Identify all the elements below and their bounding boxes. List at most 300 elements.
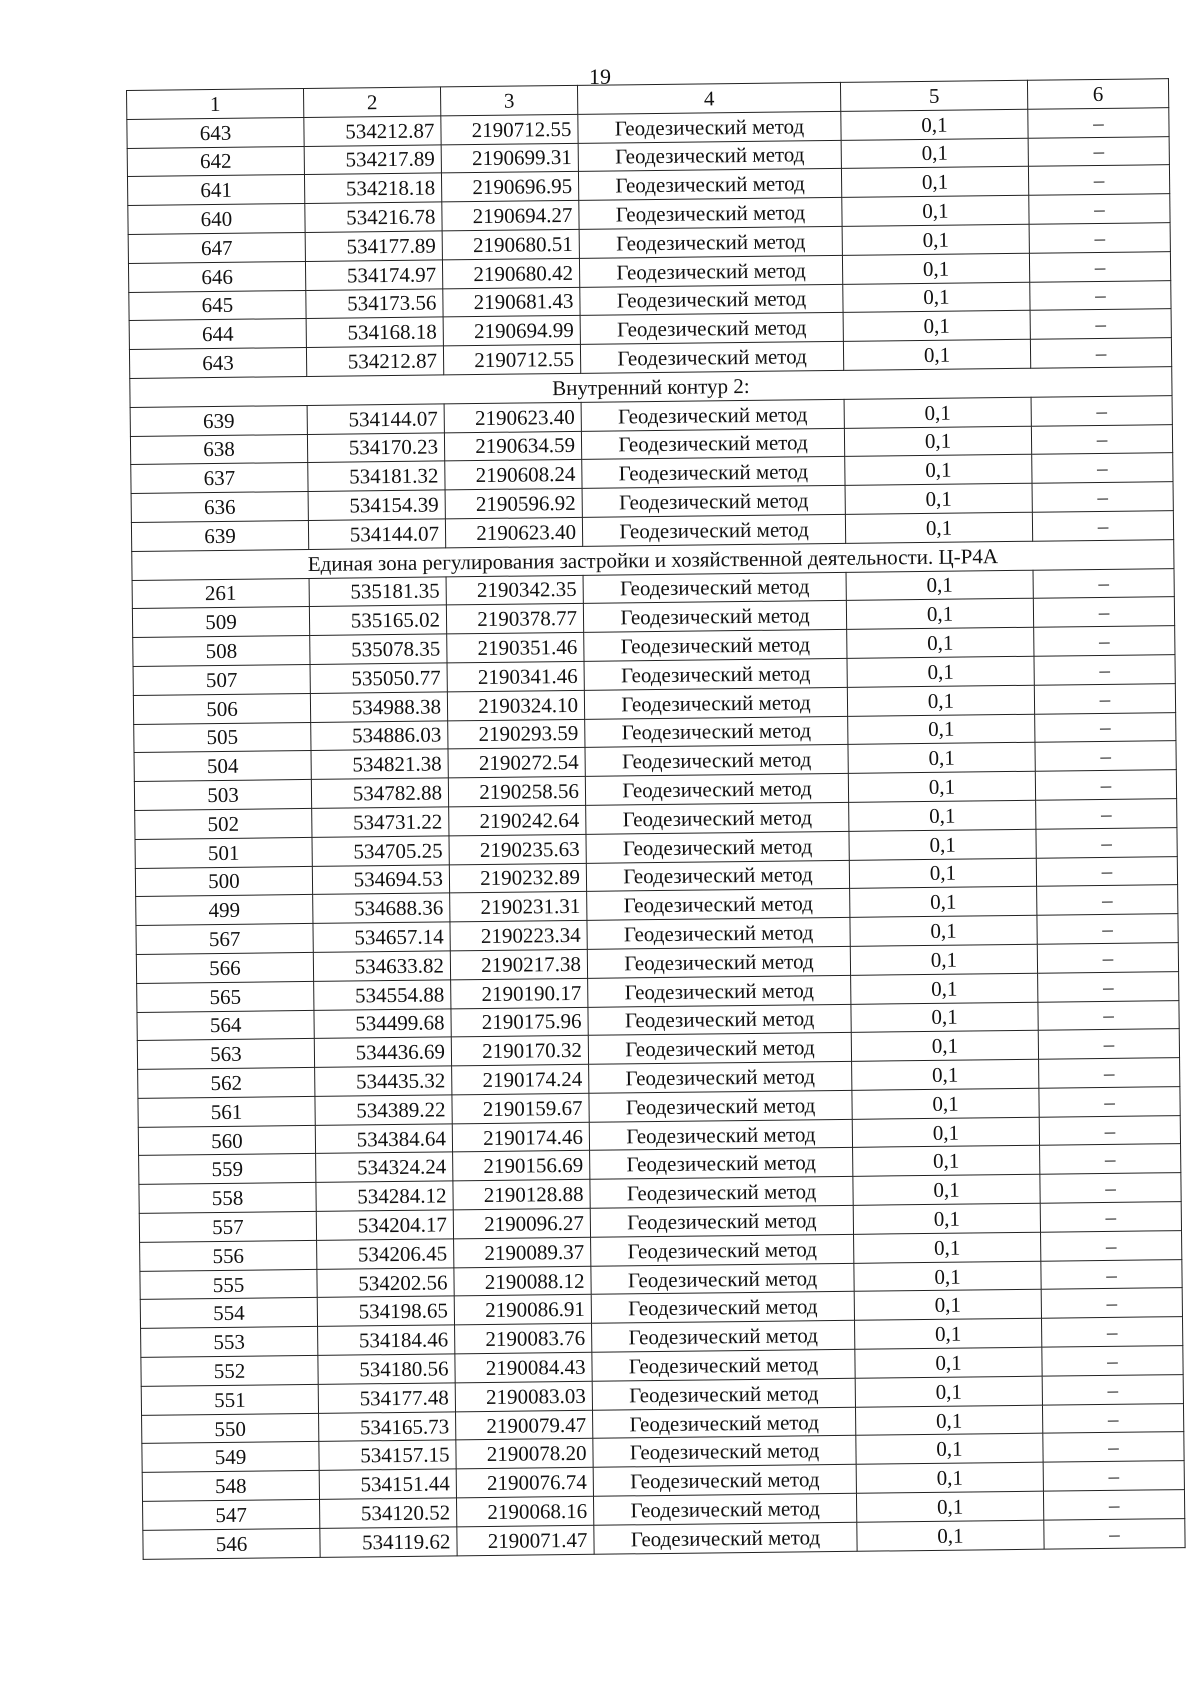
point-number-cell: 500 (135, 866, 312, 897)
x-coordinate-cell: 534782.88 (311, 778, 448, 808)
accuracy-cell: 0,1 (843, 311, 1030, 342)
note-cell: – (1039, 1086, 1180, 1116)
y-coordinate-cell: 2190341.46 (447, 661, 584, 691)
accuracy-cell: 0,1 (855, 1376, 1042, 1407)
method-cell: Геодезический метод (586, 802, 849, 834)
table-body (127, 107, 1185, 1559)
method-cell: Геодезический метод (592, 1349, 855, 1381)
note-cell: – (1035, 712, 1176, 742)
x-coordinate-cell: 534181.32 (308, 461, 445, 491)
accuracy-cell: 0,1 (842, 195, 1029, 226)
method-cell: Геодезический метод (578, 140, 841, 172)
note-cell: – (1032, 482, 1173, 512)
note-cell: – (1038, 971, 1179, 1001)
accuracy-cell: 0,1 (849, 800, 1036, 831)
y-coordinate-cell: 2190232.89 (449, 863, 586, 893)
method-cell: Геодезический метод (578, 169, 841, 201)
method-cell: Геодезический метод (582, 514, 845, 546)
accuracy-cell: 0,1 (854, 1232, 1041, 1263)
note-cell: – (1038, 1000, 1179, 1030)
x-coordinate-cell: 534184.46 (318, 1325, 455, 1355)
y-coordinate-cell: 2190696.95 (441, 172, 578, 202)
column-header-3: 3 (440, 85, 577, 115)
note-cell: – (1040, 1144, 1181, 1174)
accuracy-cell: 0,1 (855, 1347, 1042, 1378)
note-cell: – (1031, 395, 1172, 425)
accuracy-cell: 0,1 (853, 1146, 1040, 1177)
point-number-cell: 505 (134, 722, 311, 753)
point-number-cell: 640 (128, 204, 305, 235)
point-number-cell: 261 (132, 578, 309, 609)
y-coordinate-cell: 2190175.96 (451, 1007, 588, 1037)
y-coordinate-cell: 2190712.55 (441, 114, 578, 144)
note-cell: – (1042, 1403, 1183, 1433)
method-cell: Геодезический метод (579, 226, 842, 258)
x-coordinate-cell: 534435.32 (315, 1066, 452, 1096)
method-cell: Геодезический метод (580, 284, 843, 316)
accuracy-cell: 0,1 (850, 915, 1037, 946)
accuracy-cell: 0,1 (854, 1261, 1041, 1292)
method-cell: Геодезический метод (579, 198, 842, 230)
point-number-cell: 502 (135, 808, 312, 839)
accuracy-cell: 0,1 (844, 397, 1031, 428)
note-cell: – (1029, 194, 1170, 224)
x-coordinate-cell: 534177.89 (305, 231, 442, 261)
accuracy-cell: 0,1 (855, 1405, 1042, 1436)
x-coordinate-cell: 534389.22 (315, 1095, 452, 1125)
point-number-cell: 499 (136, 895, 313, 926)
method-cell: Геодезический метод (582, 457, 845, 489)
y-coordinate-cell: 2190351.46 (447, 632, 584, 662)
y-coordinate-cell: 2190378.77 (446, 604, 583, 634)
point-number-cell: 552 (141, 1355, 318, 1386)
accuracy-cell: 0,1 (848, 714, 1035, 745)
note-cell: – (1039, 1115, 1180, 1145)
y-coordinate-cell: 2190078.20 (456, 1439, 593, 1469)
accuracy-cell: 0,1 (841, 167, 1028, 198)
y-coordinate-cell: 2190190.17 (451, 978, 588, 1008)
point-number-cell: 647 (128, 232, 305, 263)
y-coordinate-cell: 2190086.91 (454, 1295, 591, 1325)
point-number-cell: 501 (135, 837, 312, 868)
y-coordinate-cell: 2190235.63 (449, 834, 586, 864)
x-coordinate-cell: 534119.62 (320, 1527, 457, 1557)
y-coordinate-cell: 2190699.31 (441, 143, 578, 173)
note-cell: – (1034, 683, 1175, 713)
y-coordinate-cell: 2190156.69 (453, 1151, 590, 1181)
point-number-cell: 548 (142, 1471, 319, 1502)
y-coordinate-cell: 2190079.47 (456, 1410, 593, 1440)
x-coordinate-cell: 534499.68 (314, 1008, 451, 1038)
method-cell: Геодезический метод (589, 1061, 852, 1093)
note-cell: – (1028, 165, 1169, 195)
y-coordinate-cell: 2190242.64 (449, 805, 586, 835)
method-cell: Геодезический метод (589, 1119, 852, 1151)
y-coordinate-cell: 2190694.27 (442, 201, 579, 231)
y-coordinate-cell: 2190083.03 (455, 1381, 592, 1411)
x-coordinate-cell: 534180.56 (318, 1354, 455, 1384)
note-cell: – (1032, 453, 1173, 483)
note-cell: – (1042, 1374, 1183, 1404)
accuracy-cell: 0,1 (855, 1318, 1042, 1349)
note-cell: – (1033, 597, 1174, 627)
y-coordinate-cell: 2190159.67 (452, 1093, 589, 1123)
x-coordinate-cell: 535050.77 (310, 663, 447, 693)
method-cell: Геодезический метод (592, 1321, 855, 1353)
note-cell: – (1039, 1058, 1180, 1088)
note-cell: – (1030, 280, 1171, 310)
point-number-cell: 639 (131, 520, 308, 551)
note-cell: – (1034, 655, 1175, 685)
note-cell: – (1043, 1490, 1184, 1520)
accuracy-cell: 0,1 (841, 138, 1028, 169)
method-cell: Геодезический метод (585, 745, 848, 777)
x-coordinate-cell: 535078.35 (310, 634, 447, 664)
x-coordinate-cell: 534886.03 (311, 720, 448, 750)
point-number-cell: 565 (137, 981, 314, 1012)
method-cell: Геодезический метод (585, 716, 848, 748)
note-cell: – (1032, 511, 1173, 541)
x-coordinate-cell: 534198.65 (317, 1296, 454, 1326)
section-title: Внутренний контур 2: (130, 367, 1172, 408)
x-coordinate-cell: 534170.23 (307, 432, 444, 462)
accuracy-cell: 0,1 (852, 1088, 1039, 1119)
point-number-cell: 646 (128, 261, 305, 292)
accuracy-cell: 0,1 (854, 1290, 1041, 1321)
x-coordinate-cell: 534165.73 (319, 1412, 456, 1442)
point-number-cell: 557 (139, 1211, 316, 1242)
x-coordinate-cell: 534212.87 (306, 346, 443, 376)
accuracy-cell: 0,1 (847, 656, 1034, 687)
point-number-cell: 506 (133, 693, 310, 724)
accuracy-cell: 0,1 (841, 109, 1028, 140)
y-coordinate-cell: 2190608.24 (445, 460, 582, 490)
method-cell: Геодезический метод (581, 428, 844, 460)
note-cell: – (1028, 107, 1169, 137)
note-cell: – (1037, 943, 1178, 973)
method-cell: Геодезический метод (590, 1177, 853, 1209)
point-number-cell: 503 (134, 780, 311, 811)
x-coordinate-cell: 534174.97 (305, 260, 442, 290)
page-number: 19 (589, 64, 611, 89)
accuracy-cell: 0,1 (853, 1174, 1040, 1205)
x-coordinate-cell: 534633.82 (313, 951, 450, 981)
method-cell: Геодезический метод (593, 1465, 856, 1497)
x-coordinate-cell: 534384.64 (315, 1124, 452, 1154)
x-coordinate-cell: 534657.14 (313, 922, 450, 952)
point-number-cell: 559 (139, 1154, 316, 1185)
x-coordinate-cell: 534218.18 (304, 173, 441, 203)
point-number-cell: 558 (139, 1183, 316, 1214)
point-number-cell: 561 (138, 1096, 315, 1127)
x-coordinate-cell: 534731.22 (312, 807, 449, 837)
note-cell: – (1041, 1230, 1182, 1260)
accuracy-cell: 0,1 (848, 743, 1035, 774)
method-cell: Геодезический метод (590, 1205, 853, 1237)
accuracy-cell: 0,1 (856, 1491, 1043, 1522)
point-number-cell: 555 (140, 1269, 317, 1300)
y-coordinate-cell: 2190680.42 (442, 258, 579, 288)
note-cell: – (1037, 914, 1178, 944)
y-coordinate-cell: 2190128.88 (453, 1180, 590, 1210)
coordinates-table-wrapper (126, 78, 1179, 1559)
method-cell: Геодезический метод (594, 1522, 857, 1554)
note-cell: – (1041, 1259, 1182, 1289)
x-coordinate-cell: 535165.02 (309, 605, 446, 635)
method-cell: Геодезический метод (591, 1263, 854, 1295)
accuracy-cell: 0,1 (851, 1002, 1038, 1033)
note-cell: – (1033, 568, 1174, 598)
note-cell: – (1040, 1202, 1181, 1232)
accuracy-cell: 0,1 (856, 1462, 1043, 1493)
method-cell: Геодезический метод (589, 1090, 852, 1122)
point-number-cell: 549 (142, 1442, 319, 1473)
y-coordinate-cell: 2190084.43 (455, 1352, 592, 1382)
note-cell: – (1037, 885, 1178, 915)
y-coordinate-cell: 2190089.37 (454, 1237, 591, 1267)
x-coordinate-cell: 534217.89 (304, 145, 441, 175)
note-cell: – (1030, 309, 1171, 339)
note-cell: – (1035, 770, 1176, 800)
point-number-cell: 564 (137, 1010, 314, 1041)
y-coordinate-cell: 2190681.43 (443, 287, 580, 317)
note-cell: – (1042, 1346, 1183, 1376)
note-cell: – (1043, 1461, 1184, 1491)
point-number-cell: 636 (131, 492, 308, 523)
method-cell: Геодезический метод (584, 687, 847, 719)
note-cell: – (1029, 223, 1170, 253)
x-coordinate-cell: 534144.07 (307, 404, 444, 434)
method-cell: Геодезический метод (580, 313, 843, 345)
accuracy-cell: 0,1 (850, 944, 1037, 975)
point-number-cell: 642 (127, 146, 304, 177)
note-cell: – (1031, 424, 1172, 454)
y-coordinate-cell: 2190088.12 (454, 1266, 591, 1296)
y-coordinate-cell: 2190170.32 (451, 1036, 588, 1066)
note-cell: – (1036, 799, 1177, 829)
accuracy-cell: 0,1 (853, 1203, 1040, 1234)
method-cell: Геодезический метод (586, 860, 849, 892)
y-coordinate-cell: 2190596.92 (445, 489, 582, 519)
note-cell: – (1028, 136, 1169, 166)
note-cell: – (1034, 626, 1175, 656)
point-number-cell: 507 (133, 664, 310, 695)
note-cell: – (1030, 338, 1171, 368)
method-cell: Геодезический метод (588, 1004, 851, 1036)
method-cell: Геодезический метод (578, 111, 841, 143)
point-number-cell: 550 (142, 1413, 319, 1444)
point-number-cell: 638 (130, 434, 307, 465)
y-coordinate-cell: 2190174.24 (452, 1064, 589, 1094)
y-coordinate-cell: 2190272.54 (448, 748, 585, 778)
y-coordinate-cell: 2190324.10 (447, 690, 584, 720)
accuracy-cell: 0,1 (851, 973, 1038, 1004)
x-coordinate-cell: 534173.56 (306, 288, 443, 318)
accuracy-cell: 0,1 (843, 282, 1030, 313)
method-cell: Геодезический метод (592, 1378, 855, 1410)
accuracy-cell: 0,1 (849, 829, 1036, 860)
y-coordinate-cell: 2190623.40 (445, 517, 582, 547)
section-title: Единая зона регулирования застройки и хозяйственной деятельности. Ц-Р4А (132, 539, 1174, 580)
point-number-cell: 509 (132, 607, 309, 638)
column-header-5: 5 (840, 80, 1027, 111)
method-cell: Геодезический метод (585, 773, 848, 805)
x-coordinate-cell: 534154.39 (308, 490, 445, 520)
method-cell: Геодезический метод (593, 1493, 856, 1525)
column-header-2: 2 (303, 87, 440, 117)
method-cell: Геодезический метод (586, 831, 849, 863)
method-cell: Геодезический метод (583, 601, 846, 633)
point-number-cell: 551 (141, 1384, 318, 1415)
y-coordinate-cell: 2190083.76 (455, 1324, 592, 1354)
x-coordinate-cell: 534216.78 (305, 202, 442, 232)
note-cell: – (1041, 1317, 1182, 1347)
note-cell: – (1043, 1432, 1184, 1462)
point-number-cell: 567 (136, 924, 313, 955)
accuracy-cell: 0,1 (842, 224, 1029, 255)
x-coordinate-cell: 534206.45 (317, 1239, 454, 1269)
x-coordinate-cell: 534204.17 (316, 1210, 453, 1240)
x-coordinate-cell: 534988.38 (310, 692, 447, 722)
point-number-cell: 556 (140, 1240, 317, 1271)
accuracy-cell: 0,1 (844, 426, 1031, 457)
y-coordinate-cell: 2190694.99 (443, 316, 580, 346)
x-coordinate-cell: 534202.56 (317, 1268, 454, 1298)
point-number-cell: 553 (141, 1327, 318, 1358)
x-coordinate-cell: 534284.12 (316, 1181, 453, 1211)
accuracy-cell: 0,1 (851, 1031, 1038, 1062)
y-coordinate-cell: 2190342.35 (446, 575, 583, 605)
y-coordinate-cell: 2190068.16 (456, 1496, 593, 1526)
y-coordinate-cell: 2190258.56 (448, 776, 585, 806)
y-coordinate-cell: 2190223.34 (450, 920, 587, 950)
accuracy-cell: 0,1 (846, 570, 1033, 601)
x-coordinate-cell: 534554.88 (314, 980, 451, 1010)
point-number-cell: 639 (130, 405, 307, 436)
y-coordinate-cell: 2190231.31 (450, 892, 587, 922)
x-coordinate-cell: 534151.44 (319, 1469, 456, 1499)
accuracy-cell: 0,1 (847, 685, 1034, 716)
y-coordinate-cell: 2190174.46 (452, 1122, 589, 1152)
accuracy-cell: 0,1 (856, 1434, 1043, 1465)
method-cell: Геодезический метод (590, 1148, 853, 1180)
point-number-cell: 508 (133, 636, 310, 667)
x-coordinate-cell: 534821.38 (311, 749, 448, 779)
x-coordinate-cell: 534694.53 (312, 864, 449, 894)
accuracy-cell: 0,1 (850, 887, 1037, 918)
coordinates-table (126, 78, 1186, 1559)
point-number-cell: 504 (134, 751, 311, 782)
point-number-cell: 546 (143, 1528, 320, 1559)
y-coordinate-cell: 2190293.59 (448, 719, 585, 749)
x-coordinate-cell: 534705.25 (312, 836, 449, 866)
x-coordinate-cell: 534436.69 (314, 1037, 451, 1067)
column-header-6: 6 (1027, 79, 1168, 109)
column-header-4: 4 (577, 82, 840, 114)
method-cell: Геодезический метод (588, 1033, 851, 1065)
accuracy-cell: 0,1 (849, 858, 1036, 889)
note-cell: – (1044, 1518, 1185, 1548)
y-coordinate-cell: 2190217.38 (450, 949, 587, 979)
accuracy-cell: 0,1 (842, 253, 1029, 284)
x-coordinate-cell: 534157.15 (319, 1440, 456, 1470)
point-number-cell: 554 (140, 1298, 317, 1329)
x-coordinate-cell: 534324.24 (316, 1152, 453, 1182)
point-number-cell: 547 (143, 1499, 320, 1530)
x-coordinate-cell: 534177.48 (318, 1383, 455, 1413)
method-cell: Геодезический метод (591, 1292, 854, 1324)
y-coordinate-cell: 2190712.55 (443, 345, 580, 375)
column-header-1: 1 (127, 88, 304, 119)
note-cell: – (1036, 827, 1177, 857)
accuracy-cell: 0,1 (843, 339, 1030, 370)
point-number-cell: 643 (127, 117, 304, 148)
accuracy-cell: 0,1 (845, 455, 1032, 486)
accuracy-cell: 0,1 (846, 599, 1033, 630)
note-cell: – (1038, 1029, 1179, 1059)
accuracy-cell: 0,1 (845, 512, 1032, 543)
y-coordinate-cell: 2190634.59 (444, 431, 581, 461)
method-cell: Геодезический метод (593, 1407, 856, 1439)
accuracy-cell: 0,1 (848, 771, 1035, 802)
method-cell: Геодезический метод (583, 572, 846, 604)
y-coordinate-cell: 2190096.27 (453, 1208, 590, 1238)
accuracy-cell: 0,1 (852, 1117, 1039, 1148)
y-coordinate-cell: 2190680.51 (442, 229, 579, 259)
point-number-cell: 645 (129, 290, 306, 321)
x-coordinate-cell: 534688.36 (313, 893, 450, 923)
x-coordinate-cell: 534212.87 (304, 116, 441, 146)
method-cell: Геодезический метод (588, 975, 851, 1007)
y-coordinate-cell: 2190071.47 (457, 1525, 594, 1555)
method-cell: Геодезический метод (581, 399, 844, 431)
method-cell: Геодезический метод (591, 1234, 854, 1266)
point-number-cell: 562 (138, 1068, 315, 1099)
point-number-cell: 563 (137, 1039, 314, 1070)
note-cell: – (1041, 1288, 1182, 1318)
method-cell: Геодезический метод (584, 658, 847, 690)
note-cell: – (1035, 741, 1176, 771)
point-number-cell: 566 (136, 952, 313, 983)
method-cell: Геодезический метод (587, 946, 850, 978)
method-cell: Геодезический метод (593, 1436, 856, 1468)
accuracy-cell: 0,1 (845, 483, 1032, 514)
method-cell: Геодезический метод (587, 889, 850, 921)
note-cell: – (1040, 1173, 1181, 1203)
note-cell: – (1029, 251, 1170, 281)
x-coordinate-cell: 534168.18 (306, 317, 443, 347)
x-coordinate-cell: 534120.52 (320, 1498, 457, 1528)
point-number-cell: 644 (129, 319, 306, 350)
x-coordinate-cell: 535181.35 (309, 576, 446, 606)
method-cell: Геодезический метод (580, 342, 843, 374)
point-number-cell: 641 (127, 175, 304, 206)
point-number-cell: 637 (131, 463, 308, 494)
method-cell: Геодезический метод (582, 486, 845, 518)
accuracy-cell: 0,1 (857, 1520, 1044, 1551)
x-coordinate-cell: 534144.07 (308, 519, 445, 549)
method-cell: Геодезический метод (579, 255, 842, 287)
y-coordinate-cell: 2190076.74 (456, 1468, 593, 1498)
method-cell: Геодезический метод (584, 629, 847, 661)
point-number-cell: 560 (138, 1125, 315, 1156)
note-cell: – (1036, 856, 1177, 886)
accuracy-cell: 0,1 (852, 1059, 1039, 1090)
method-cell: Геодезический метод (587, 917, 850, 949)
accuracy-cell: 0,1 (847, 627, 1034, 658)
y-coordinate-cell: 2190623.40 (444, 402, 581, 432)
point-number-cell: 643 (129, 348, 306, 379)
